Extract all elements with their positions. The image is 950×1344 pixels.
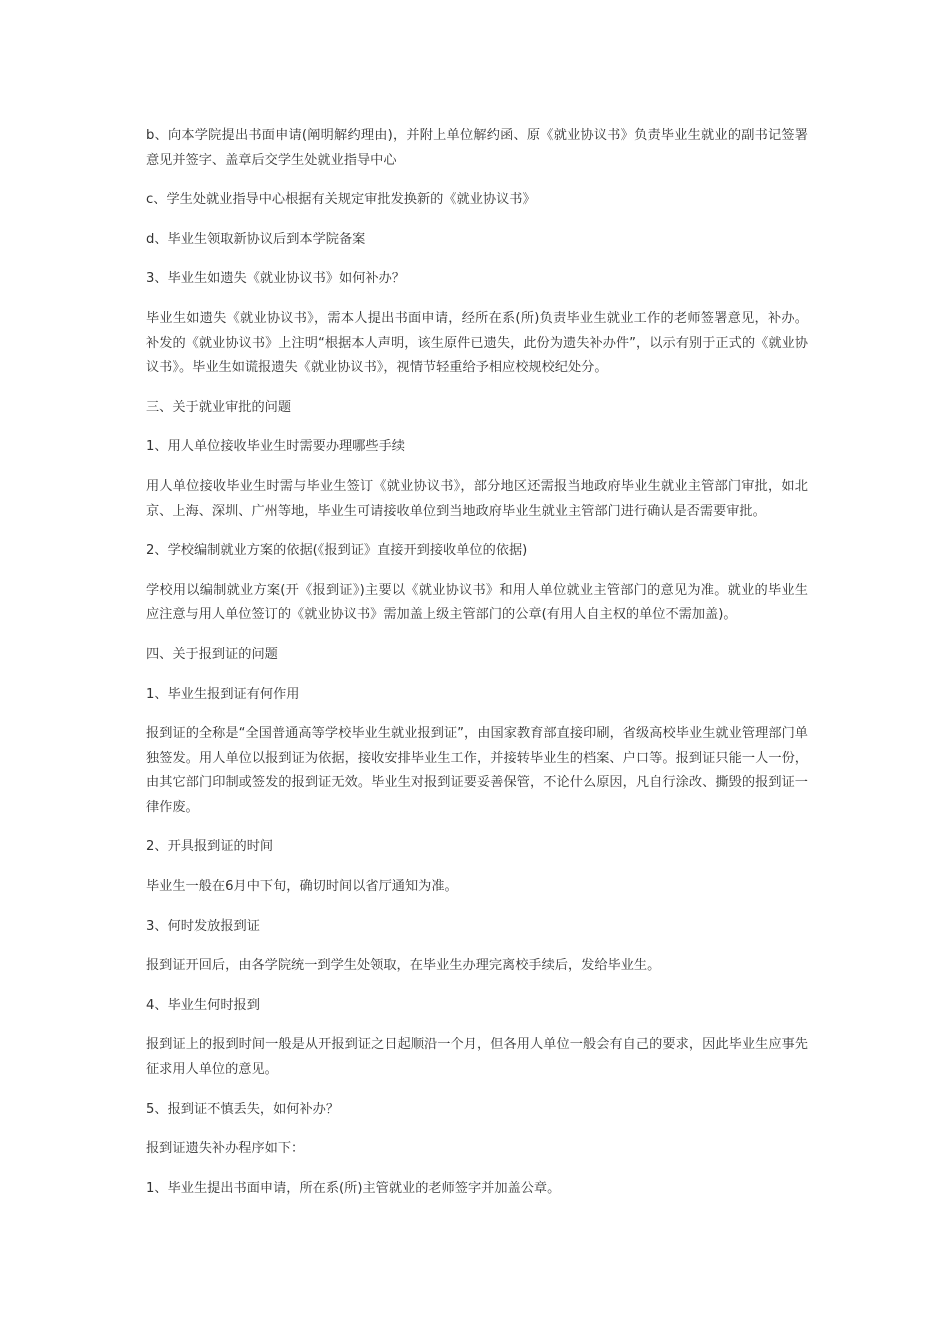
answer-certificate-purpose: 报到证的全称是“全国普通高等学校毕业生就业报到证”，由国家教育部直接印刷，省级高校毕业生就业管理部门单独签发。用人单位以报到证为依据，接收安排毕业生工作，并接转毕业生的档案、户口等。报到证只能一人一份，由其它部门印制或签发的报到证无效。毕业生对报到证要妥善保管，不论什么原因，凡自行涂改、撕毁的报到证一律作废。: [146, 726, 808, 815]
answer-lost-certificate-step-1: 1、毕业生提出书面申请，所在系(所)主管就业的老师签字并加盖公章。: [146, 1180, 561, 1196]
answer-employer-procedures: 用人单位接收毕业生时需与毕业生签订《就业协议书》，部分地区还需报当地政府毕业生就业主管部门审批，如北京、上海、深圳、广州等地，毕业生可请接收单位到当地政府毕业生就业主管部门进行确认是否需要审批。: [146, 478, 808, 519]
answer-report-time: 报到证上的报到时间一般是从开报到证之日起顺沿一个月，但各用人单位一般会有自己的要求，因此毕业生应事先征求用人单位的意见。: [146, 1037, 808, 1078]
section-heading-employment-approval: 三、关于就业审批的问题: [146, 399, 292, 415]
question-certificate-purpose: 1、毕业生报到证有何作用: [146, 686, 300, 702]
answer-lost-agreement: 毕业生如遗失《就业协议书》，需本人提出书面申请，经所在系(所)负责毕业生就业工作的老师签署意见，补办。补发的《就业协议书》上注明“根据本人声明，该生原件已遗失，此份为遗失补办件”，以示有别于正式的《就业协议书》。毕业生如谎报遗失《就业协议书》，视情节轻重给予相应校规校纪处分。: [146, 310, 808, 376]
question-employer-procedures: 1、用人单位接收毕业生时需要办理哪些手续: [146, 439, 405, 455]
question-report-time: 4、毕业生何时报到: [146, 997, 260, 1013]
answer-employment-plan-basis: 学校用以编制就业方案(开《报到证》)主要以《就业协议书》和用人单位就业主管部门的意见为准。就业的毕业生应注意与用人单位签订的《就业协议书》需加盖上级主管部门的公章(有用人自主权的单位不需加盖)。: [146, 582, 808, 623]
answer-certificate-issue-time: 毕业生一般在6月中下旬，确切时间以省厅通知为准。: [146, 879, 458, 895]
question-employment-plan-basis: 2、学校编制就业方案的依据(《报到证》直接开到接收单位的依据): [146, 543, 528, 559]
question-certificate-distribution: 3、何时发放报到证: [146, 918, 260, 934]
paragraph-cancellation-step-b: b、向本学院提出书面申请(阐明解约理由)，并附上单位解约函、原《就业协议书》负责毕业生就业的副书记签署意见并签字、盖章后交学生处就业指导中心: [146, 128, 808, 168]
question-lost-agreement: 3、毕业生如遗失《就业协议书》如何补办？: [146, 271, 405, 287]
answer-lost-certificate-intro: 报到证遗失补办程序如下：: [146, 1141, 305, 1157]
section-heading-report-certificate: 四、关于报到证的问题: [146, 646, 278, 662]
answer-certificate-distribution: 报到证开回后，由各学院统一到学生处领取，在毕业生办理完离校手续后，发给毕业生。: [146, 958, 661, 974]
question-lost-certificate: 5、报到证不慎丢失，如何补办？: [146, 1101, 340, 1117]
paragraph-cancellation-step-c: c、学生处就业指导中心根据有关规定审批发换新的《就业协议书》: [146, 192, 536, 208]
question-certificate-issue-time: 2、开具报到证的时间: [146, 839, 274, 855]
document-page: [146, 124, 808, 1216]
paragraph-cancellation-step-d: d、毕业生领取新协议后到本学院备案: [146, 231, 366, 247]
